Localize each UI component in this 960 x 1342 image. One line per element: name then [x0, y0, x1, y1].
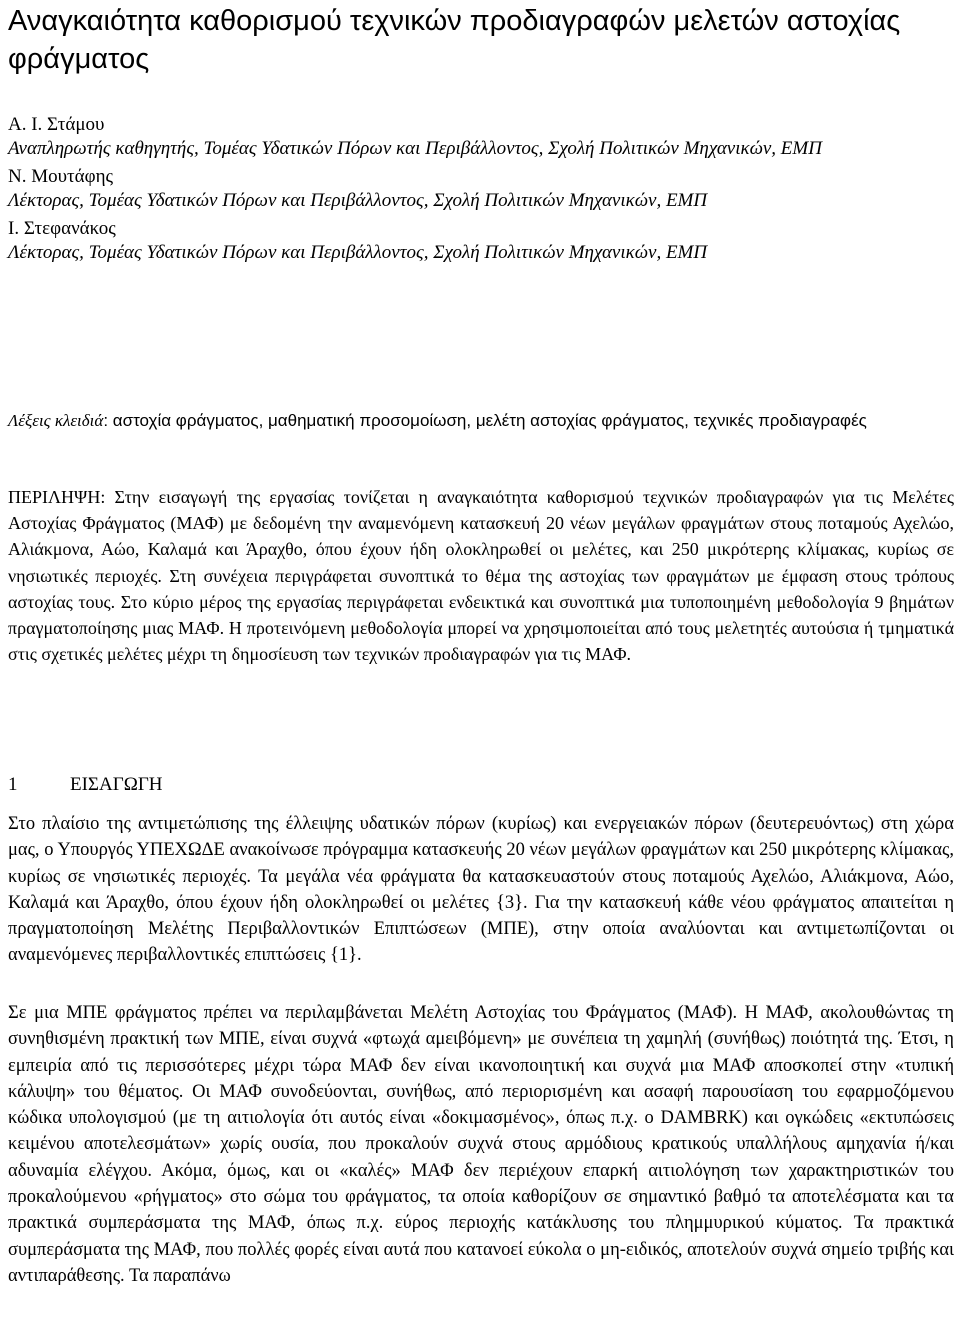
section-title: ΕΙΣΑΓΩΓΗ — [70, 774, 163, 795]
keywords-text: : αστοχία φράγματος, μαθηματική προσομοίωση, μελέτη αστοχίας φράγματος, τεχνικές προδιαγραφές — [103, 411, 867, 430]
abstract: ΠΕΡΙΛΗΨΗ: Στην εισαγωγή της εργασίας τονίζεται η αναγκαιότητα καθορισμού τεχνικών προδιαγραφών για τις Μελέτες Αστοχίας Φράγματος (ΜΑΦ) με δεδομένη την αναμενόμενη κατασκευή 20 νέων μεγάλων φραγμάτων στους ποταμούς Αχελώο, Αλιάκμονα, Αώο, Καλαμά και Άραχθο, όπου έχουν ήδη ολοκληρωθεί οι μελέτες, και 250 μικρότερης κλίμακας, κυρίως σε νησιωτικές περιοχές. Στη συνέχεια περιγράφεται συνοπτικά το θέμα της αστοχίας των φραγμάτων με έμφαση στους τρόπους αστοχίας τους. Στο κύριο μέρος της εργασίας περιγράφεται ενδεικτικά και συνοπτικά μια τυποποιημένη μεθοδολογία 9 βημάτων πραγματοποίησης μιας ΜΑΦ. Η προτεινόμενη μεθοδολογία μπορεί να χρησιμοποιείται από τους μελετητές αυτούσια ή τμηματικά στις σχετικές μελέτες μέχρι τη δημοσίευση των τεχνικών προδιαγραφών για τις ΜΑΦ. — [8, 487, 954, 665]
section-heading — [8, 772, 163, 798]
author-affiliation: Λέκτορας, Τομέας Υδατικών Πόρων και Περιβάλλοντος, Σχολή Πολιτικών Μηχανικών, ΕΜΠ — [8, 242, 708, 263]
paper-title: Αναγκαιότητα καθορισμού τεχνικών προδιαγραφών μελετών αστοχίας φράγματος — [8, 5, 901, 75]
author-name: Α. Ι. Στάμου — [8, 114, 105, 135]
author-affiliation: Λέκτορας, Τομέας Υδατικών Πόρων και Περιβάλλοντος, Σχολή Πολιτικών Μηχανικών, ΕΜΠ — [8, 190, 708, 211]
author-entry — [8, 165, 954, 213]
author-entry — [8, 113, 954, 161]
author-entry — [8, 217, 954, 265]
body-paragraph: Σε μια ΜΠΕ φράγματος πρέπει να περιλαμβάνεται Μελέτη Αστοχίας του Φράγματος (ΜΑΦ). Η ΜΑΦ, ακολουθώντας τη συνηθισμένη πρακτική των ΜΠΕ, είναι συχνά «φτωχά αμειβόμενη» με συνέπεια τη χαμηλή (συνήθως) ποιότητά της. Έτσι, η εμπειρία από τις περισσότερες μέχρι τώρα ΜΑΦ δεν είναι ικανοποιητική και συχνά μια ΜΑΦ αποσκοπεί στην «τυπική κάλυψη» του θέματος. Οι ΜΑΦ συνοδεύονται, συνήθως, από περιορισμένη και ασαφή παρουσίαση του εφαρμοζόμενου κώδικα υπολογισμού (με τη αιτιολογία ότι αυτός είναι «δοκιμασμένος», όπως π.χ. ο DAMBRK) και ογκώδεις «εκτυπώσεις κειμένου αποτελεσμάτων» χωρίς ουσία, που προκαλούν συχνά στους αρμόδιους κρατικούς υπαλλήλους αμηχανία ή/και αδυναμία ελέγχου. Ακόμα, όμως, και οι «καλές» ΜΑΦ δεν περιέχουν επαρκή αιτιολόγηση των χαρακτηριστικών του προκαλούμενου «ρήγματος» στο σώμα του φράγματος, τα οποία καθορίζουν σε σημαντικό βαθμό τα αποτελέσματα και τα πρακτικά συμπεράσματα της ΜΑΦ, όπως π.χ. εύρος περιοχής κατάκλυσης του πλημμυρικού κύματος. Τα πρακτικά συμπεράσματα της ΜΑΦ, που πολλές φορές είναι αυτά που κατανοεί εύκολα ο μη-ειδικός, αποτελούν συχνά σημείο τριβής και αντιπαράθεσης. Τα παραπάνω — [8, 1003, 954, 1286]
keywords — [8, 408, 954, 434]
author-name: Ν. Μουτάφης — [8, 166, 114, 187]
author-affiliation: Αναπληρωτής καθηγητής, Τομέας Υδατικών Πόρων και Περιβάλλοντος, Σχολή Πολιτικών Μηχανικών, ΕΜΠ — [8, 138, 822, 159]
keywords-label: Λέξεις κλειδιά — [8, 411, 104, 430]
author-list — [8, 113, 954, 269]
body-paragraph: Στο πλαίσιο της αντιμετώπισης της έλλειψης υδατικών πόρων (κυρίως) και ενεργειακών πόρων (δευτερευόντως) στη χώρα μας, ο Υπουργός ΥΠΕΧΩΔΕ ανακοίνωσε πρόγραμμα κατασκευής 20 νέων μεγάλων φραγμάτων και 250 μικρότερης κλίμακας, κυρίως σε νησιωτικές περιοχές. Τα μεγάλα νέα φράγματα θα κατασκευαστούν στους ποταμούς Αχελώο, Αλιάκμονα, Αώο, Καλαμά και Άραχθο, όπου έχουν ήδη ολοκληρωθεί οι μελέτες {3}. Για την κατασκευή κάθε νέου φράγματος απαιτείται η πραγματοποίηση Μελέτης Περιβαλλοντικών Επιπτώσεων (ΜΠΕ), στην οποία αναλύονται και αντιμετωπίζονται οι αναμενόμενες περιβαλλοντικές επιπτώσεις {1}. — [8, 814, 954, 966]
author-name: Ι. Στεφανάκος — [8, 218, 116, 239]
section-number: 1 — [8, 774, 18, 795]
